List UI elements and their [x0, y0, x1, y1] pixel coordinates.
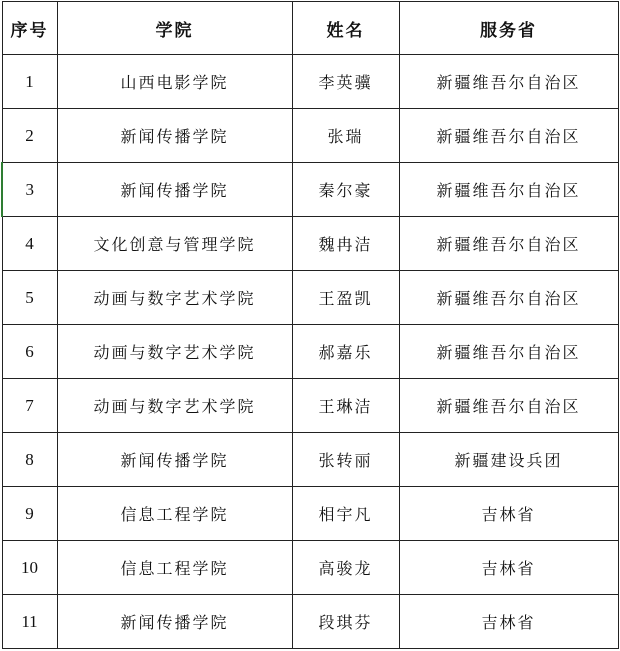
cell-college: 动画与数字艺术学院 — [57, 325, 292, 379]
cell-name: 秦尔豪 — [292, 163, 399, 217]
cell-province: 新疆维吾尔自治区 — [399, 163, 618, 217]
cell-province: 新疆维吾尔自治区 — [399, 217, 618, 271]
cell-college: 新闻传播学院 — [57, 109, 292, 163]
table-row — [2, 595, 618, 649]
header-row — [2, 2, 618, 55]
roster-table — [1, 1, 619, 649]
cell-name: 王盈凯 — [292, 271, 399, 325]
cell-college: 文化创意与管理学院 — [57, 217, 292, 271]
header-college: 学院 — [57, 2, 292, 55]
header-index: 序号 — [2, 2, 57, 55]
cell-name: 张瑞 — [292, 109, 399, 163]
cell-index: 6 — [2, 325, 57, 379]
cell-college: 新闻传播学院 — [57, 433, 292, 487]
cell-index: 5 — [2, 271, 57, 325]
table-row — [2, 55, 618, 109]
cell-index: 3 — [2, 163, 57, 217]
cell-province: 吉林省 — [399, 487, 618, 541]
cell-province: 新疆维吾尔自治区 — [399, 325, 618, 379]
table-row — [2, 109, 618, 163]
cell-name: 相宇凡 — [292, 487, 399, 541]
cell-index: 10 — [2, 541, 57, 595]
table-row — [2, 217, 618, 271]
cell-index: 2 — [2, 109, 57, 163]
table-row — [2, 487, 618, 541]
cell-college: 信息工程学院 — [57, 541, 292, 595]
cell-province: 新疆维吾尔自治区 — [399, 271, 618, 325]
cell-index: 8 — [2, 433, 57, 487]
table-row — [2, 163, 618, 217]
cell-college: 动画与数字艺术学院 — [57, 379, 292, 433]
table-row — [2, 433, 618, 487]
cell-index: 11 — [2, 595, 57, 649]
cell-province: 新疆维吾尔自治区 — [399, 109, 618, 163]
cell-index: 7 — [2, 379, 57, 433]
header-name: 姓名 — [292, 2, 399, 55]
cell-province: 新疆维吾尔自治区 — [399, 55, 618, 109]
cell-name: 段琪芬 — [292, 595, 399, 649]
cell-name: 李英骥 — [292, 55, 399, 109]
cell-college: 新闻传播学院 — [57, 595, 292, 649]
cell-name: 张转丽 — [292, 433, 399, 487]
cell-index: 1 — [2, 55, 57, 109]
table-row — [2, 541, 618, 595]
cell-province: 新疆维吾尔自治区 — [399, 379, 618, 433]
cell-name: 王琳洁 — [292, 379, 399, 433]
table-row — [2, 271, 618, 325]
cell-name: 高骏龙 — [292, 541, 399, 595]
cell-college: 信息工程学院 — [57, 487, 292, 541]
cell-index: 4 — [2, 217, 57, 271]
cell-name: 郝嘉乐 — [292, 325, 399, 379]
cell-index: 9 — [2, 487, 57, 541]
table-row — [2, 325, 618, 379]
header-province: 服务省 — [399, 2, 618, 55]
cell-province: 新疆建设兵团 — [399, 433, 618, 487]
cell-college: 新闻传播学院 — [57, 163, 292, 217]
cell-college: 动画与数字艺术学院 — [57, 271, 292, 325]
cell-name: 魏冉洁 — [292, 217, 399, 271]
cell-college: 山西电影学院 — [57, 55, 292, 109]
cell-province: 吉林省 — [399, 541, 618, 595]
table-row — [2, 379, 618, 433]
cell-province: 吉林省 — [399, 595, 618, 649]
